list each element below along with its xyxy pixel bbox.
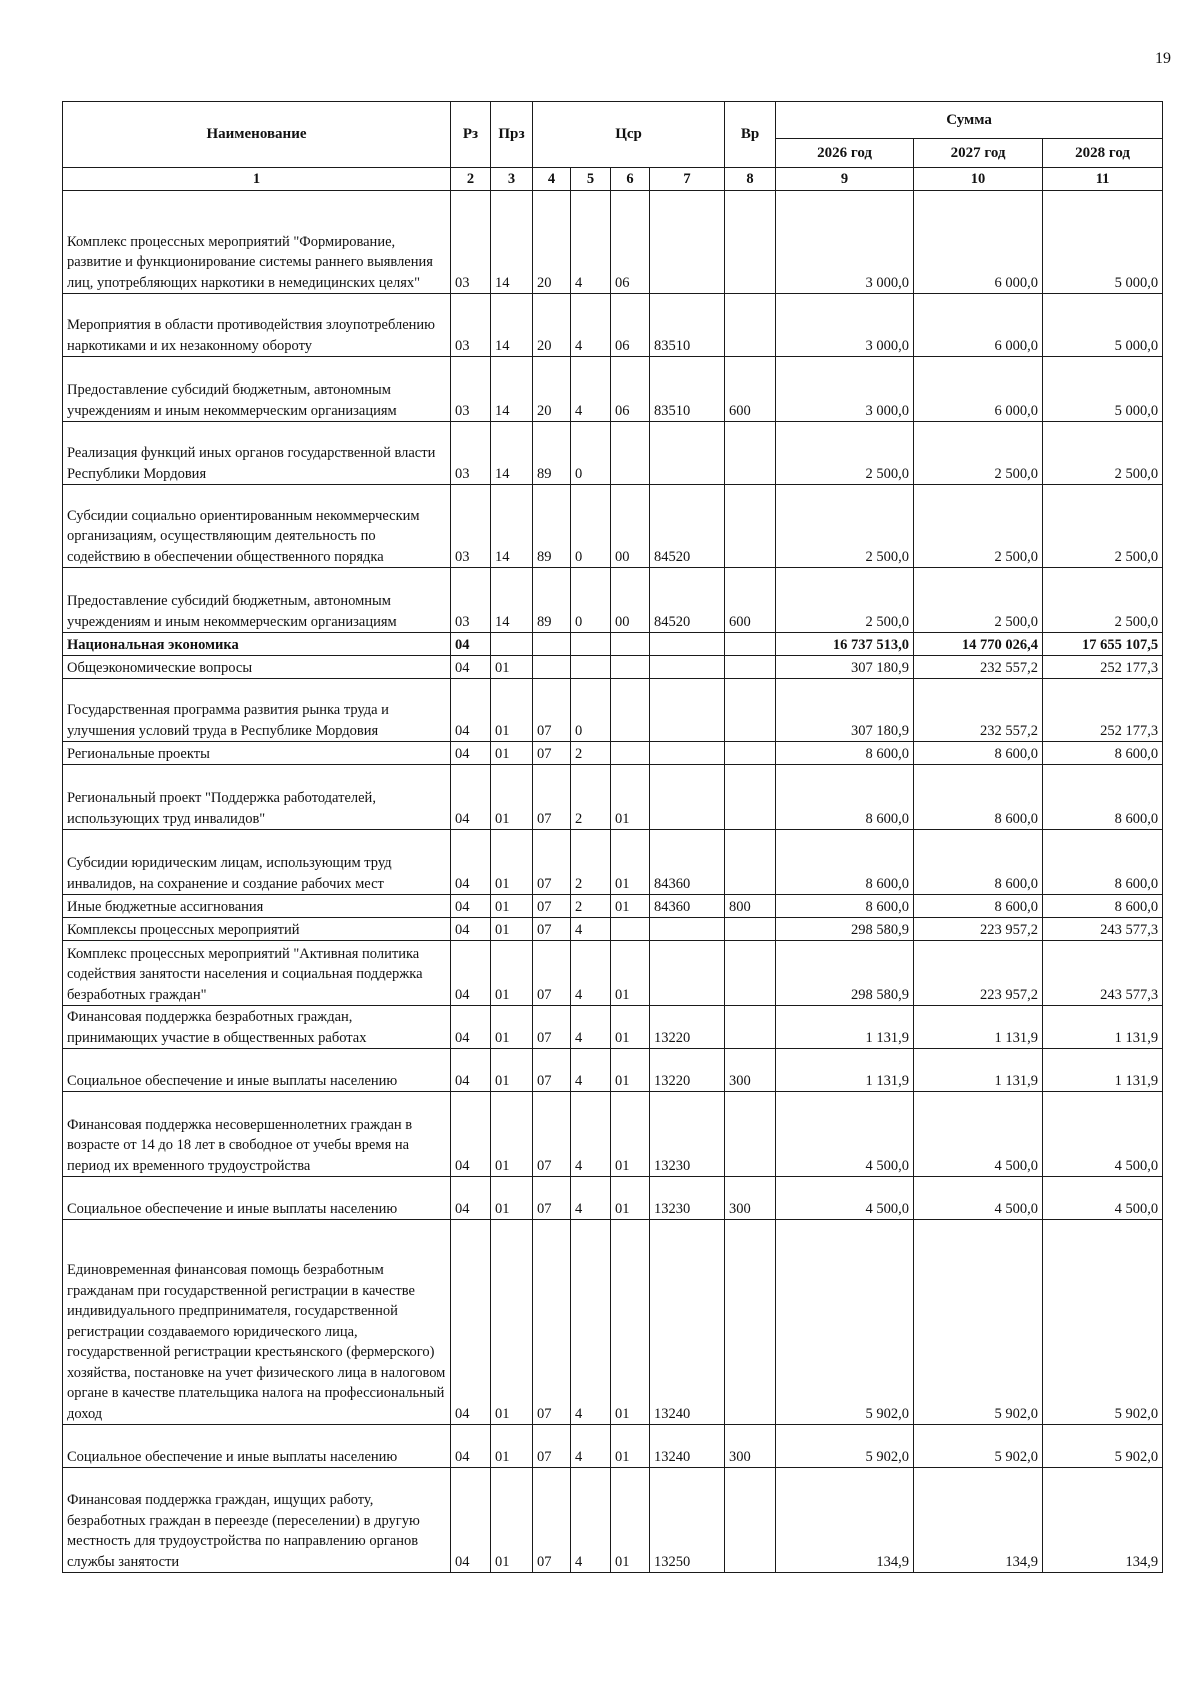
row-csr-direction [650,918,725,941]
row-name: Общеэкономические вопросы [63,656,451,679]
row-vr [725,941,776,1006]
row-sum-2026: 3 000,0 [776,357,914,422]
row-csr-subprogram [611,679,650,742]
row-csr-type: 4 [571,1092,611,1177]
row-prz: 01 [491,1220,533,1425]
row-rz: 04 [451,1177,491,1220]
row-csr-type: 0 [571,679,611,742]
row-prz: 01 [491,830,533,895]
row-sum-2026: 134,9 [776,1468,914,1573]
row-csr-subprogram: 01 [611,1177,650,1220]
row-rz: 03 [451,568,491,633]
row-csr-subprogram: 01 [611,895,650,918]
row-sum-2026: 3 000,0 [776,191,914,294]
row-csr-subprogram: 06 [611,294,650,357]
column-number: 6 [611,168,650,191]
row-sum-2028: 2 500,0 [1043,485,1163,568]
row-csr-direction: 84360 [650,895,725,918]
row-csr-subprogram: 01 [611,1049,650,1092]
row-csr-program: 07 [533,1425,571,1468]
row-vr [725,679,776,742]
row-csr-type: 0 [571,485,611,568]
row-sum-2026: 1 131,9 [776,1006,914,1049]
row-csr-type: 4 [571,941,611,1006]
row-csr-program: 07 [533,1468,571,1573]
row-vr [725,830,776,895]
header-vr: Вр [725,102,776,168]
column-number: 2 [451,168,491,191]
row-sum-2027: 8 600,0 [914,830,1043,895]
row-csr-subprogram: 06 [611,357,650,422]
row-rz: 03 [451,191,491,294]
row-csr-subprogram [611,422,650,485]
row-sum-2027: 1 131,9 [914,1006,1043,1049]
row-sum-2026: 4 500,0 [776,1092,914,1177]
row-csr-subprogram [611,656,650,679]
row-vr: 800 [725,895,776,918]
table-row [63,633,1163,656]
row-vr [725,765,776,830]
column-numbers-row [63,168,1163,191]
table-row [63,568,1163,633]
row-vr [725,1092,776,1177]
row-vr: 600 [725,357,776,422]
row-csr-type: 4 [571,357,611,422]
row-csr-type: 2 [571,765,611,830]
row-prz: 01 [491,941,533,1006]
row-rz: 04 [451,742,491,765]
row-sum-2027: 8 600,0 [914,765,1043,830]
row-sum-2026: 1 131,9 [776,1049,914,1092]
row-sum-2026: 4 500,0 [776,1177,914,1220]
row-sum-2028: 4 500,0 [1043,1092,1163,1177]
row-prz: 01 [491,1049,533,1092]
row-csr-subprogram: 00 [611,568,650,633]
row-csr-direction [650,191,725,294]
row-vr: 300 [725,1049,776,1092]
row-prz: 14 [491,191,533,294]
row-name: Финансовая поддержка безработных граждан, принимающих участие в общественных работах [63,1006,451,1049]
row-csr-program: 89 [533,422,571,485]
row-prz: 01 [491,895,533,918]
row-csr-direction: 83510 [650,357,725,422]
row-name: Предоставление субсидий бюджетным, автономным учреждениям и иным некоммерческим организациям [63,357,451,422]
row-name: Социальное обеспечение и иные выплаты населению [63,1425,451,1468]
row-csr-direction: 13230 [650,1177,725,1220]
row-csr-program: 89 [533,568,571,633]
row-sum-2026: 307 180,9 [776,679,914,742]
table-row [63,1177,1163,1220]
budget-table [62,101,1163,1573]
table-row [63,1049,1163,1092]
row-sum-2027: 2 500,0 [914,422,1043,485]
row-csr-program: 07 [533,1006,571,1049]
row-csr-subprogram: 01 [611,1220,650,1425]
row-name: Единовременная финансовая помощь безработным гражданам при государственной регистрации в качестве индивидуального предпринимателя, государственной регистрации создаваемого юридического лица, государственной регистрации крестьянского (фермерского) хозяйства, постановке на учет физического лица в налоговом органе в качестве плательщика налога на профессиональный доход [63,1220,451,1425]
row-csr-program: 07 [533,918,571,941]
row-csr-type: 4 [571,1425,611,1468]
row-name: Иные бюджетные ассигнования [63,895,451,918]
row-prz: 01 [491,1092,533,1177]
column-number: 1 [63,168,451,191]
row-csr-direction [650,742,725,765]
row-csr-program: 07 [533,830,571,895]
row-prz: 14 [491,485,533,568]
table-row [63,422,1163,485]
row-sum-2027: 5 902,0 [914,1425,1043,1468]
row-rz: 04 [451,679,491,742]
row-sum-2026: 298 580,9 [776,941,914,1006]
row-csr-program: 07 [533,1177,571,1220]
row-csr-direction: 13250 [650,1468,725,1573]
row-csr-type: 2 [571,895,611,918]
row-csr-program: 20 [533,357,571,422]
table-row [63,765,1163,830]
table-row [63,294,1163,357]
row-rz: 04 [451,633,491,656]
row-csr-type: 0 [571,568,611,633]
row-sum-2026: 16 737 513,0 [776,633,914,656]
row-sum-2028: 5 902,0 [1043,1220,1163,1425]
row-vr [725,633,776,656]
table-row [63,1006,1163,1049]
row-csr-program: 07 [533,1220,571,1425]
row-csr-direction [650,765,725,830]
row-vr: 300 [725,1425,776,1468]
row-sum-2027: 8 600,0 [914,742,1043,765]
row-csr-subprogram: 01 [611,1425,650,1468]
row-name: Государственная программа развития рынка труда и улучшения условий труда в Республике Мордовия [63,679,451,742]
row-sum-2028: 8 600,0 [1043,742,1163,765]
row-prz: 01 [491,742,533,765]
row-vr [725,656,776,679]
table-row [63,191,1163,294]
row-vr [725,1468,776,1573]
row-csr-direction [650,656,725,679]
row-csr-subprogram: 01 [611,1006,650,1049]
row-csr-type: 2 [571,830,611,895]
row-csr-direction: 13220 [650,1049,725,1092]
row-sum-2028: 243 577,3 [1043,941,1163,1006]
row-name: Реализация функций иных органов государственной власти Республики Мордовия [63,422,451,485]
row-sum-2027: 6 000,0 [914,357,1043,422]
header-sum: Сумма [776,102,1163,139]
row-name: Комплекс процессных мероприятий "Активная политика содействия занятости населения и социальная поддержка безработных граждан" [63,941,451,1006]
row-csr-type: 4 [571,1177,611,1220]
row-csr-direction [650,633,725,656]
row-name: Комплекс процессных мероприятий "Формирование, развитие и функционирование системы раннего выявления лиц, употребляющих наркотики в немедицинских целях" [63,191,451,294]
row-sum-2027: 232 557,2 [914,656,1043,679]
row-csr-direction: 83510 [650,294,725,357]
row-vr [725,742,776,765]
row-sum-2026: 2 500,0 [776,568,914,633]
row-name: Региональный проект "Поддержка работодателей, использующих труд инвалидов" [63,765,451,830]
table-row [63,1425,1163,1468]
row-csr-subprogram: 01 [611,941,650,1006]
row-prz: 01 [491,765,533,830]
row-rz: 04 [451,1006,491,1049]
row-sum-2027: 223 957,2 [914,918,1043,941]
row-csr-type: 4 [571,1049,611,1092]
row-rz: 04 [451,895,491,918]
row-vr [725,422,776,485]
row-name: Социальное обеспечение и иные выплаты населению [63,1049,451,1092]
table-body [63,191,1163,1573]
row-name: Финансовая поддержка граждан, ищущих работу, безработных граждан в переезде (переселении) в другую местность для трудоустройства по направлению органов службы занятости [63,1468,451,1573]
row-rz: 04 [451,1468,491,1573]
row-vr [725,485,776,568]
row-sum-2028: 5 000,0 [1043,357,1163,422]
row-csr-type: 4 [571,294,611,357]
column-number: 7 [650,168,725,191]
row-name: Региональные проекты [63,742,451,765]
column-number: 5 [571,168,611,191]
row-csr-program: 07 [533,765,571,830]
row-name: Субсидии юридическим лицам, использующим труд инвалидов, на сохранение и создание рабочих мест [63,830,451,895]
row-sum-2027: 6 000,0 [914,191,1043,294]
row-sum-2028: 1 131,9 [1043,1006,1163,1049]
row-csr-program: 89 [533,485,571,568]
row-csr-subprogram: 01 [611,765,650,830]
row-sum-2026: 8 600,0 [776,742,914,765]
row-vr [725,191,776,294]
row-sum-2027: 223 957,2 [914,941,1043,1006]
page-number: 19 [1155,50,1171,67]
row-csr-type: 4 [571,1468,611,1573]
row-csr-type: 4 [571,1006,611,1049]
row-sum-2028: 252 177,3 [1043,656,1163,679]
row-rz: 04 [451,656,491,679]
row-sum-2026: 8 600,0 [776,895,914,918]
row-csr-subprogram [611,742,650,765]
header-year-2028: 2028 год [1043,139,1163,168]
header-year-2027: 2027 год [914,139,1043,168]
row-sum-2026: 298 580,9 [776,918,914,941]
table-row [63,941,1163,1006]
row-csr-subprogram: 01 [611,830,650,895]
row-csr-program [533,656,571,679]
row-csr-type: 0 [571,422,611,485]
row-sum-2027: 4 500,0 [914,1092,1043,1177]
row-sum-2028: 4 500,0 [1043,1177,1163,1220]
row-csr-subprogram: 06 [611,191,650,294]
header-year-2026: 2026 год [776,139,914,168]
row-rz: 04 [451,1220,491,1425]
row-sum-2027: 8 600,0 [914,895,1043,918]
row-rz: 04 [451,1049,491,1092]
row-prz: 14 [491,357,533,422]
row-prz [491,633,533,656]
row-sum-2026: 3 000,0 [776,294,914,357]
row-vr [725,1220,776,1425]
row-sum-2027: 232 557,2 [914,679,1043,742]
row-csr-type [571,656,611,679]
row-csr-direction [650,679,725,742]
table-row [63,357,1163,422]
row-sum-2028: 8 600,0 [1043,765,1163,830]
row-prz: 01 [491,1006,533,1049]
row-csr-program: 20 [533,191,571,294]
row-vr [725,294,776,357]
row-sum-2028: 17 655 107,5 [1043,633,1163,656]
column-number: 9 [776,168,914,191]
row-sum-2026: 8 600,0 [776,765,914,830]
row-rz: 03 [451,294,491,357]
table-row [63,679,1163,742]
row-sum-2028: 8 600,0 [1043,830,1163,895]
row-sum-2028: 243 577,3 [1043,918,1163,941]
header-prz: Прз [491,102,533,168]
row-sum-2027: 6 000,0 [914,294,1043,357]
row-vr: 600 [725,568,776,633]
row-sum-2028: 252 177,3 [1043,679,1163,742]
column-number: 8 [725,168,776,191]
row-sum-2027: 5 902,0 [914,1220,1043,1425]
row-rz: 04 [451,1092,491,1177]
row-prz: 01 [491,1425,533,1468]
row-csr-subprogram: 00 [611,485,650,568]
header-rz: Рз [451,102,491,168]
row-csr-direction: 13230 [650,1092,725,1177]
table-row [63,742,1163,765]
row-csr-program: 20 [533,294,571,357]
row-csr-direction [650,941,725,1006]
row-prz: 01 [491,656,533,679]
row-csr-type: 4 [571,191,611,294]
row-csr-direction: 13220 [650,1006,725,1049]
row-sum-2028: 5 000,0 [1043,294,1163,357]
row-name: Комплексы процессных мероприятий [63,918,451,941]
row-sum-2026: 8 600,0 [776,830,914,895]
row-csr-direction: 84360 [650,830,725,895]
row-rz: 04 [451,941,491,1006]
row-csr-type: 4 [571,1220,611,1425]
column-number: 3 [491,168,533,191]
row-prz: 01 [491,918,533,941]
row-sum-2028: 5 000,0 [1043,191,1163,294]
table-row [63,1220,1163,1425]
row-csr-type [571,633,611,656]
column-number: 4 [533,168,571,191]
row-rz: 03 [451,422,491,485]
row-sum-2027: 2 500,0 [914,568,1043,633]
row-rz: 04 [451,830,491,895]
row-rz: 04 [451,918,491,941]
row-csr-direction: 13240 [650,1425,725,1468]
row-csr-direction: 13240 [650,1220,725,1425]
row-sum-2027: 14 770 026,4 [914,633,1043,656]
row-sum-2028: 8 600,0 [1043,895,1163,918]
row-sum-2028: 2 500,0 [1043,568,1163,633]
row-csr-type: 4 [571,918,611,941]
row-sum-2026: 307 180,9 [776,656,914,679]
row-csr-program: 07 [533,1049,571,1092]
row-csr-direction [650,422,725,485]
row-csr-subprogram: 01 [611,1468,650,1573]
row-prz: 01 [491,1177,533,1220]
row-csr-program: 07 [533,742,571,765]
row-csr-program: 07 [533,679,571,742]
row-prz: 14 [491,568,533,633]
row-rz: 04 [451,1425,491,1468]
row-csr-type: 2 [571,742,611,765]
row-sum-2028: 1 131,9 [1043,1049,1163,1092]
table-row [63,830,1163,895]
row-vr: 300 [725,1177,776,1220]
row-csr-program: 07 [533,1092,571,1177]
row-csr-program: 07 [533,941,571,1006]
header-csr: Цср [533,102,725,168]
row-rz: 03 [451,485,491,568]
row-name: Мероприятия в области противодействия злоупотреблению наркотиками и их незаконному обороту [63,294,451,357]
row-csr-direction: 84520 [650,568,725,633]
row-name: Финансовая поддержка несовершеннолетних граждан в возрасте от 14 до 18 лет в свободное от учебы время на период их временного трудоустройства [63,1092,451,1177]
row-prz: 14 [491,422,533,485]
row-prz: 01 [491,1468,533,1573]
row-vr [725,1006,776,1049]
table-row [63,1468,1163,1573]
row-sum-2026: 5 902,0 [776,1220,914,1425]
row-sum-2027: 2 500,0 [914,485,1043,568]
row-sum-2026: 2 500,0 [776,485,914,568]
row-name: Социальное обеспечение и иные выплаты населению [63,1177,451,1220]
row-sum-2026: 5 902,0 [776,1425,914,1468]
row-sum-2027: 134,9 [914,1468,1043,1573]
row-csr-program: 07 [533,895,571,918]
table-row [63,1092,1163,1177]
column-number: 10 [914,168,1043,191]
row-csr-direction: 84520 [650,485,725,568]
row-sum-2028: 5 902,0 [1043,1425,1163,1468]
row-sum-2028: 2 500,0 [1043,422,1163,485]
row-rz: 04 [451,765,491,830]
header-name: Наименование [63,102,451,168]
row-prz: 01 [491,679,533,742]
row-sum-2026: 2 500,0 [776,422,914,485]
table-row [63,656,1163,679]
row-vr [725,918,776,941]
row-csr-subprogram [611,633,650,656]
row-prz: 14 [491,294,533,357]
table-row [63,918,1163,941]
table-row [63,485,1163,568]
row-name: Предоставление субсидий бюджетным, автономным учреждениям и иным некоммерческим организациям [63,568,451,633]
row-rz: 03 [451,357,491,422]
row-csr-program [533,633,571,656]
table-row [63,895,1163,918]
row-csr-subprogram [611,918,650,941]
row-name: Субсидии социально ориентированным некоммерческим организациям, осуществляющим деятельность по содействию в обеспечении общественного порядка [63,485,451,568]
row-sum-2027: 4 500,0 [914,1177,1043,1220]
row-csr-subprogram: 01 [611,1092,650,1177]
row-name: Национальная экономика [63,633,451,656]
row-sum-2028: 134,9 [1043,1468,1163,1573]
column-number: 11 [1043,168,1163,191]
row-sum-2027: 1 131,9 [914,1049,1043,1092]
